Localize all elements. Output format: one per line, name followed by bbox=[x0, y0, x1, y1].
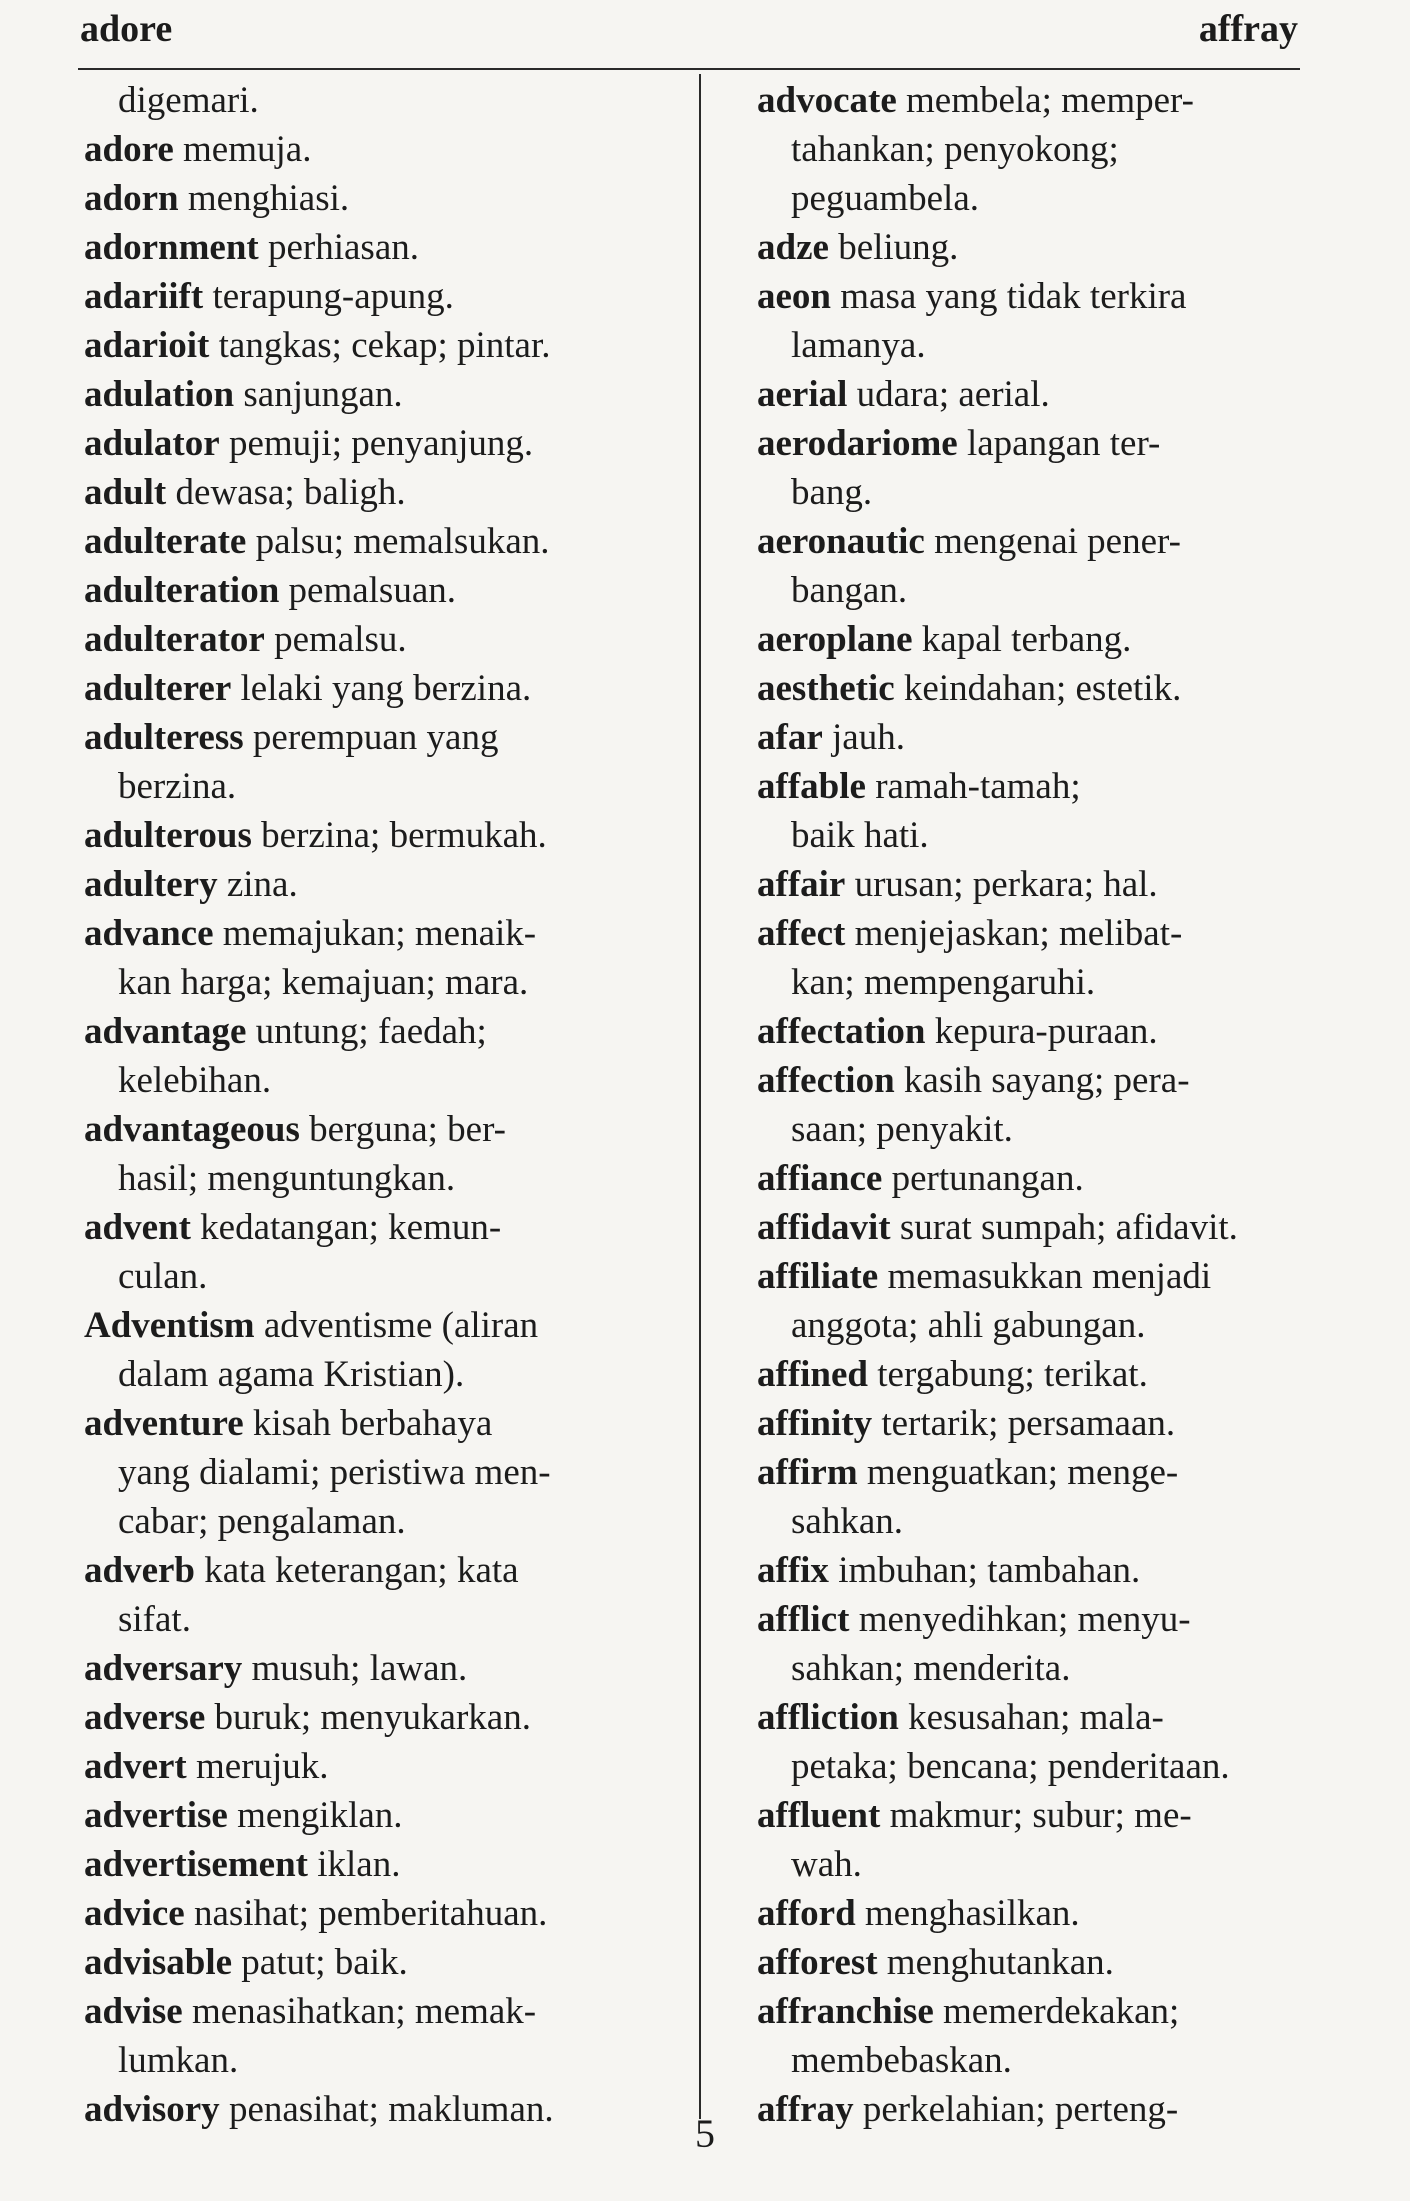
dictionary-entry bbox=[757, 1987, 1337, 2085]
definition-continuation: yang dialami; peristiwa men- bbox=[118, 1452, 551, 1493]
definition-continuation: baik hati. bbox=[791, 815, 929, 856]
definition: kepura-puraan. bbox=[934, 1011, 1158, 1052]
headword: affectation bbox=[757, 1011, 926, 1052]
definition: kisah berbahaya bbox=[252, 1403, 493, 1444]
definition-continuation: tahankan; penyokong; bbox=[791, 129, 1119, 170]
definition: dewasa; baligh. bbox=[175, 472, 406, 513]
dictionary-entry bbox=[757, 1399, 1337, 1448]
dictionary-entry bbox=[84, 517, 684, 566]
dictionary-entry bbox=[84, 1644, 684, 1693]
definition: digemari. bbox=[118, 80, 259, 121]
dictionary-entry bbox=[84, 909, 684, 1007]
definition: menyedihkan; menyu- bbox=[858, 1599, 1191, 1640]
headword: adversary bbox=[84, 1648, 243, 1689]
definition: berguna; ber- bbox=[309, 1109, 506, 1150]
definition-continuation: peguambela. bbox=[791, 178, 979, 219]
headword: advocate bbox=[757, 80, 897, 121]
dictionary-entry bbox=[84, 370, 684, 419]
dictionary-entry bbox=[84, 1693, 684, 1742]
headword: aeronautic bbox=[757, 521, 925, 562]
headword: aeroplane bbox=[757, 619, 913, 660]
headword: aeon bbox=[757, 276, 831, 317]
headword: affect bbox=[757, 913, 846, 954]
definition: untung; faedah; bbox=[255, 1011, 487, 1052]
page-number: 5 bbox=[695, 2111, 715, 2156]
left-guide-word: adore bbox=[80, 8, 173, 50]
definition: makmur; subur; me- bbox=[889, 1795, 1192, 1836]
dictionary-entry bbox=[757, 272, 1337, 370]
definition: kesusahan; mala- bbox=[908, 1697, 1164, 1738]
dictionary-entry bbox=[84, 223, 684, 272]
definition: buruk; menyukarkan. bbox=[214, 1697, 531, 1738]
definition: menghutankan. bbox=[886, 1942, 1114, 1983]
dictionary-entry bbox=[757, 1350, 1337, 1399]
definition: pemalsu. bbox=[274, 619, 407, 660]
dictionary-entry bbox=[757, 713, 1337, 762]
headword: advisory bbox=[84, 2089, 220, 2130]
definition-continuation: lamanya. bbox=[791, 325, 926, 366]
dictionary-entry bbox=[757, 1448, 1337, 1546]
definition-continuation: dalam agama Kristian). bbox=[118, 1354, 465, 1395]
dictionary-entry bbox=[757, 762, 1337, 860]
definition: udara; aerial. bbox=[856, 374, 1050, 415]
dictionary-entry bbox=[84, 419, 684, 468]
dictionary-entry bbox=[757, 76, 1337, 223]
headword: affair bbox=[757, 864, 846, 905]
dictionary-entry bbox=[84, 1742, 684, 1791]
definition: memasukkan menjadi bbox=[887, 1256, 1212, 1297]
headword: adulterous bbox=[84, 815, 252, 856]
definition: menghasilkan. bbox=[864, 1893, 1080, 1934]
headword: advisable bbox=[84, 1942, 233, 1983]
definition: perkelahian; perteng- bbox=[862, 2089, 1179, 2130]
definition: patut; baik. bbox=[241, 1942, 408, 1983]
dictionary-entry bbox=[84, 811, 684, 860]
headword: adulteration bbox=[84, 570, 280, 611]
definition: kasih sayang; pera- bbox=[903, 1060, 1190, 1101]
headword: adventure bbox=[84, 1403, 244, 1444]
dictionary-entry bbox=[757, 1595, 1337, 1693]
definition-continuation: culan. bbox=[118, 1256, 208, 1297]
headword: Adventism bbox=[84, 1305, 255, 1346]
definition: masa yang tidak terkira bbox=[840, 276, 1187, 317]
dictionary-entry bbox=[757, 1938, 1337, 1987]
headword: advertise bbox=[84, 1795, 228, 1836]
left-column bbox=[84, 76, 684, 2134]
definition: terapung-apung. bbox=[212, 276, 454, 317]
definition: lapangan ter- bbox=[966, 423, 1161, 464]
definition: tangkas; cekap; pintar. bbox=[218, 325, 551, 366]
definition-continuation: berzina. bbox=[118, 766, 237, 807]
definition: imbuhan; tambahan. bbox=[838, 1550, 1141, 1591]
dictionary-entry bbox=[84, 1399, 684, 1546]
dictionary-entry bbox=[757, 909, 1337, 1007]
dictionary-entry bbox=[757, 1154, 1337, 1203]
definition: sanjungan. bbox=[243, 374, 403, 415]
dictionary-entry bbox=[757, 1546, 1337, 1595]
headword: affiliate bbox=[757, 1256, 879, 1297]
definition: urusan; perkara; hal. bbox=[854, 864, 1158, 905]
headword: adze bbox=[757, 227, 829, 268]
headword: adore bbox=[84, 129, 174, 170]
definition: memajukan; menaik- bbox=[222, 913, 537, 954]
definition: mengiklan. bbox=[237, 1795, 403, 1836]
dictionary-entry bbox=[84, 76, 684, 125]
definition: pemalsuan. bbox=[288, 570, 457, 611]
definition: memuja. bbox=[183, 129, 312, 170]
definition: beliung. bbox=[838, 227, 959, 268]
definition: berzina; bermukah. bbox=[261, 815, 547, 856]
definition: kapal terbang. bbox=[921, 619, 1132, 660]
definition: menghiasi. bbox=[187, 178, 350, 219]
definition: menasihatkan; memak- bbox=[191, 1991, 537, 2032]
definition: nasihat; pemberitahuan. bbox=[193, 1893, 548, 1934]
headword: aesthetic bbox=[757, 668, 895, 709]
definition: adventisme (aliran bbox=[263, 1305, 539, 1346]
dictionary-entry bbox=[84, 1301, 684, 1399]
dictionary-entry bbox=[757, 1791, 1337, 1889]
dictionary-entry bbox=[84, 125, 684, 174]
dictionary-entry bbox=[84, 664, 684, 713]
dictionary-entry bbox=[757, 1203, 1337, 1252]
right-guide-word: affray bbox=[1198, 8, 1298, 50]
headword: afford bbox=[757, 1893, 856, 1934]
headword: adorn bbox=[84, 178, 179, 219]
definition: jauh. bbox=[832, 717, 905, 758]
headword: affluent bbox=[757, 1795, 881, 1836]
definition-continuation: membebaskan. bbox=[791, 2040, 1012, 2081]
headword: affliction bbox=[757, 1697, 899, 1738]
dictionary-entry bbox=[84, 615, 684, 664]
dictionary-entry bbox=[757, 223, 1337, 272]
definition: merujuk. bbox=[196, 1746, 329, 1787]
headword: affinity bbox=[757, 1403, 873, 1444]
definition: kata keterangan; kata bbox=[204, 1550, 519, 1591]
headword: advert bbox=[84, 1746, 187, 1787]
headword: affable bbox=[757, 766, 866, 807]
definition-continuation: anggota; ahli gabungan. bbox=[791, 1305, 1146, 1346]
definition: tertarik; persamaan. bbox=[881, 1403, 1176, 1444]
dictionary-entry bbox=[84, 468, 684, 517]
right-column bbox=[757, 76, 1337, 2134]
definition: kedatangan; kemun- bbox=[200, 1207, 502, 1248]
definition: ramah-tamah; bbox=[875, 766, 1081, 807]
headword: affection bbox=[757, 1060, 895, 1101]
headword: adulator bbox=[84, 423, 220, 464]
dictionary-entry bbox=[84, 1987, 684, 2085]
definition-continuation: cabar; pengalaman. bbox=[118, 1501, 406, 1542]
headword: advertisement bbox=[84, 1844, 308, 1885]
headword: advise bbox=[84, 1991, 183, 2032]
definition: surat sumpah; afidavit. bbox=[899, 1207, 1238, 1248]
definition-continuation: sahkan; menderita. bbox=[791, 1648, 1071, 1689]
header-rule bbox=[78, 68, 1300, 70]
dictionary-entry bbox=[84, 1840, 684, 1889]
dictionary-entry bbox=[84, 713, 684, 811]
dictionary-entry bbox=[84, 1105, 684, 1203]
dictionary-entry bbox=[757, 615, 1337, 664]
headword: adultery bbox=[84, 864, 218, 905]
dictionary-entry bbox=[84, 174, 684, 223]
headword: adult bbox=[84, 472, 167, 513]
definition: membela; memper- bbox=[906, 80, 1194, 121]
headword: adulterator bbox=[84, 619, 265, 660]
definition-continuation: wah. bbox=[791, 1844, 862, 1885]
dictionary-entry bbox=[757, 1007, 1337, 1056]
headword: adarioit bbox=[84, 325, 210, 366]
definition-continuation: bang. bbox=[791, 472, 873, 513]
headword: afflict bbox=[757, 1599, 850, 1640]
dictionary-entry bbox=[757, 860, 1337, 909]
dictionary-entry bbox=[757, 517, 1337, 615]
headword: aerial bbox=[757, 374, 848, 415]
dictionary-entry bbox=[757, 419, 1337, 517]
definition: mengenai pener- bbox=[934, 521, 1181, 562]
dictionary-entry bbox=[84, 1889, 684, 1938]
dictionary-entry bbox=[84, 566, 684, 615]
definition: memerdekakan; bbox=[943, 1991, 1180, 2032]
definition: pertunangan. bbox=[891, 1158, 1084, 1199]
dictionary-entry bbox=[84, 272, 684, 321]
dictionary-entry bbox=[757, 1056, 1337, 1154]
dictionary-entry bbox=[84, 1938, 684, 1987]
headword: affined bbox=[757, 1354, 868, 1395]
definition-continuation: saan; penyakit. bbox=[791, 1109, 1013, 1150]
definition-continuation: sahkan. bbox=[791, 1501, 903, 1542]
headword: affiance bbox=[757, 1158, 883, 1199]
definition: palsu; memalsukan. bbox=[255, 521, 550, 562]
headword: advantage bbox=[84, 1011, 247, 1052]
headword: afforest bbox=[757, 1942, 878, 1983]
headword: adulterer bbox=[84, 668, 232, 709]
headword: adverse bbox=[84, 1697, 206, 1738]
definition-continuation: lumkan. bbox=[118, 2040, 239, 2081]
dictionary-entry bbox=[84, 321, 684, 370]
definition: zina. bbox=[226, 864, 298, 905]
headword: affix bbox=[757, 1550, 829, 1591]
definition: pemuji; penyanjung. bbox=[228, 423, 534, 464]
definition: tergabung; terikat. bbox=[877, 1354, 1148, 1395]
dictionary-entry bbox=[84, 1203, 684, 1301]
definition: perempuan yang bbox=[252, 717, 499, 758]
definition: penasihat; makluman. bbox=[228, 2089, 554, 2130]
headword: adulterate bbox=[84, 521, 247, 562]
column-divider bbox=[699, 74, 701, 2119]
headword: advantageous bbox=[84, 1109, 300, 1150]
headword: affidavit bbox=[757, 1207, 891, 1248]
headword: adulteress bbox=[84, 717, 244, 758]
headword: affirm bbox=[757, 1452, 858, 1493]
dictionary-entry bbox=[84, 1791, 684, 1840]
definition-continuation: bangan. bbox=[791, 570, 908, 611]
definition: iklan. bbox=[317, 1844, 401, 1885]
headword: advice bbox=[84, 1893, 185, 1934]
headword: advent bbox=[84, 1207, 191, 1248]
definition-continuation: kan; mempengaruhi. bbox=[791, 962, 1096, 1003]
headword: adariift bbox=[84, 276, 204, 317]
headword: adornment bbox=[84, 227, 259, 268]
definition: perhiasan. bbox=[267, 227, 420, 268]
headword: adverb bbox=[84, 1550, 195, 1591]
definition: keindahan; estetik. bbox=[903, 668, 1182, 709]
headword: adulation bbox=[84, 374, 235, 415]
headword: affray bbox=[757, 2089, 854, 2130]
dictionary-entry bbox=[84, 1007, 684, 1105]
dictionary-entry bbox=[757, 1889, 1337, 1938]
dictionary-entry bbox=[84, 860, 684, 909]
definition: menjejaskan; melibat- bbox=[854, 913, 1183, 954]
dictionary-entry bbox=[757, 1252, 1337, 1350]
dictionary-entry bbox=[84, 1546, 684, 1644]
definition: lelaki yang berzina. bbox=[240, 668, 532, 709]
headword: aerodariome bbox=[757, 423, 958, 464]
definition-continuation: petaka; bencana; penderitaan. bbox=[791, 1746, 1230, 1787]
headword: affranchise bbox=[757, 1991, 934, 2032]
headword: afar bbox=[757, 717, 823, 758]
dictionary-entry bbox=[757, 370, 1337, 419]
definition-continuation: hasil; menguntungkan. bbox=[118, 1158, 456, 1199]
definition: menguatkan; menge- bbox=[866, 1452, 1179, 1493]
definition-continuation: kan harga; kemajuan; mara. bbox=[118, 962, 529, 1003]
headword: advance bbox=[84, 913, 214, 954]
dictionary-entry bbox=[757, 1693, 1337, 1791]
definition-continuation: sifat. bbox=[118, 1599, 191, 1640]
definition-continuation: kelebihan. bbox=[118, 1060, 272, 1101]
definition: musuh; lawan. bbox=[251, 1648, 468, 1689]
dictionary-entry bbox=[757, 664, 1337, 713]
